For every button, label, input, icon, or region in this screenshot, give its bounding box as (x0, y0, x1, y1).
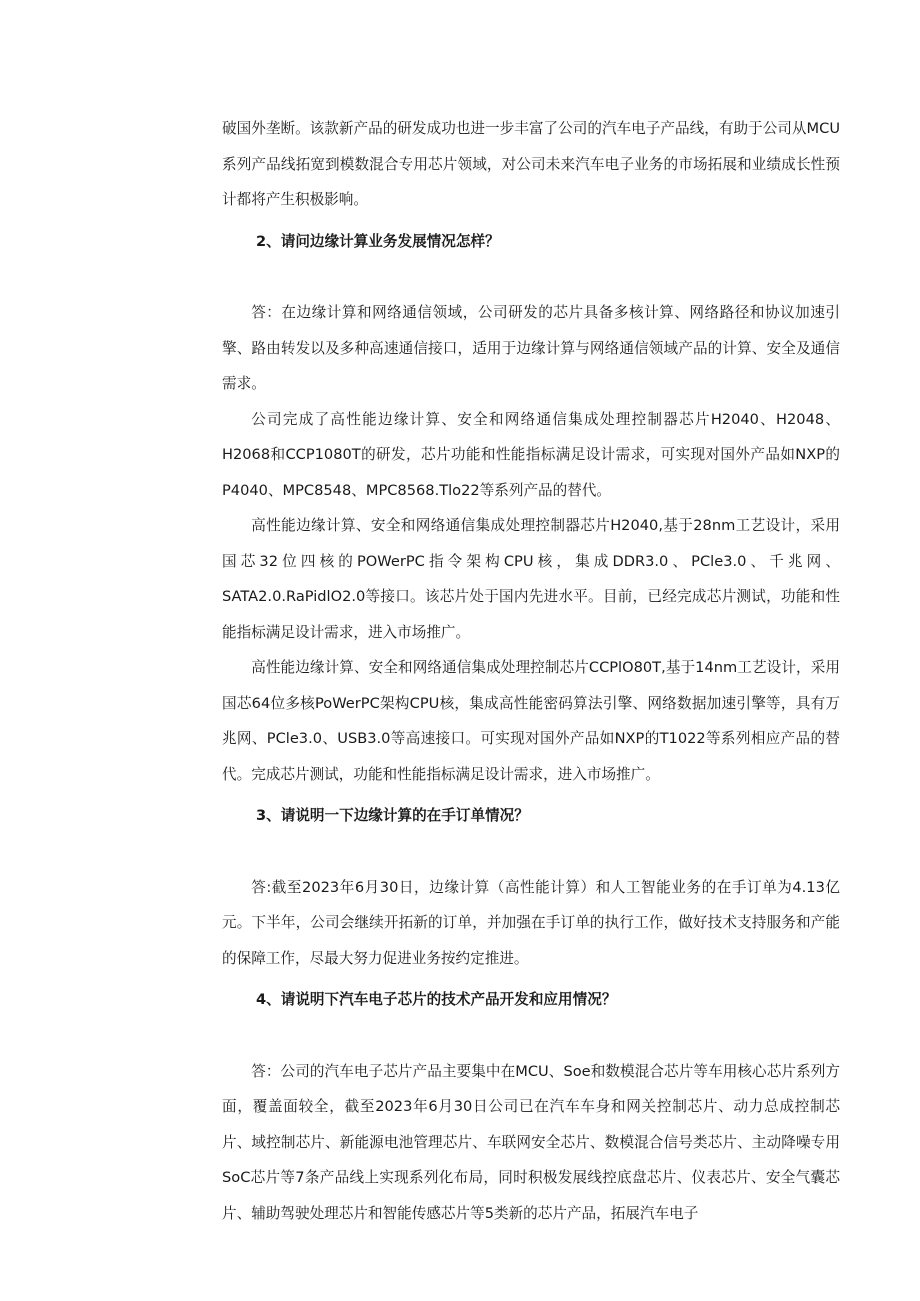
answer-2-paragraph-2: 公司完成了高性能边缘计算、安全和网络通信集成处理控制器芯片H2040、H2048、H2068和CCP1080T的研发，芯片功能和性能指标满足设计需求，可实现对国外产品如NXP的P4040、MPC8548、MPC8568.Tlo22等系列产品的替代。 (222, 410, 840, 499)
answer-2-paragraph-1: 答：在边缘计算和网络通信领域，公司研发的芯片具备多核计算、网络路径和协议加速引擎、路由转发以及多种高速通信接口，适用于边缘计算与网络通信领域产品的计算、安全及通信需求。 (222, 304, 840, 392)
document-body (222, 111, 840, 1231)
question-2-heading: 2、请问边缘计算业务发展情况怎样？ (256, 232, 500, 250)
question-4-heading: 4、请说明下汽车电子芯片的技术产品开发和应用情况？ (256, 991, 617, 1008)
answer-2-paragraph-4: 高性能边缘计算、安全和网络通信集成处理控制芯片CCPlO80T,基于14nm工艺设计，采用国芯64位多核PoWerPC架构CPU核，集成高性能密码算法引擎、网络数据加速引擎等，具有万兆网、PCle3.0、USB3.0等高速接口。可实现对国外产品如NXP的T1022等系列相应产品的替代。完成芯片测试，功能和性能指标满足设计需求，进入市场推广。 (222, 659, 840, 783)
answer-3-paragraph: 答:截至2023年6月30日，边缘计算（高性能计算）和人工智能业务的在手订单为4.13亿元。下半年，公司会继续开拓新的订单，并加强在手订单的执行工作，做好技术支持服务和产能的保障工作，尽最大努力促进业务按约定推进。 (222, 878, 840, 967)
answer-2-paragraph-3: 高性能边缘计算、安全和网络通信集成处理控制器芯片H2040,基于28nm工艺设计，采用国芯32位四核的POWerPC指令架构CPU核，集成DDR3.0、PCle3.0、千兆网、SATA2.0.RaPidlO2.0等接口。该芯片处于国内先进水平。目前，已经完成芯片测试，功能和性能指标满足设计需求，进入市场推广。 (222, 517, 840, 641)
question-3-heading: 3、请说明一下边缘计算的在手订单情况？ (256, 807, 529, 824)
answer-4-paragraph: 答：公司的汽车电子芯片产品主要集中在MCU、Soe和数模混合芯片等车用核心芯片系列方面，覆盖面较全，截至2023年6月30日公司已在汽车车身和网关控制芯片、动力总成控制芯片、域控制芯片、新能源电池管理芯片、车联网安全芯片、数模混合信号类芯片、主动降噪专用SoC芯片等7条产品线上实现系列化布局，同时积极发展线控底盘芯片、仪表芯片、安全气囊芯片、辅助驾驶处理芯片和智能传感芯片等5类新的芯片产品，拓展汽车电子 (222, 1062, 840, 1222)
paragraph-continuation: 破国外垄断。该款新产品的研发成功也进一步丰富了公司的汽车电子产品线，有助于公司从MCU系列产品线拓宽到模数混合专用芯片领域，对公司未来汽车电子业务的市场拓展和业绩成长性预计都将产生积极影响。 (222, 120, 840, 208)
